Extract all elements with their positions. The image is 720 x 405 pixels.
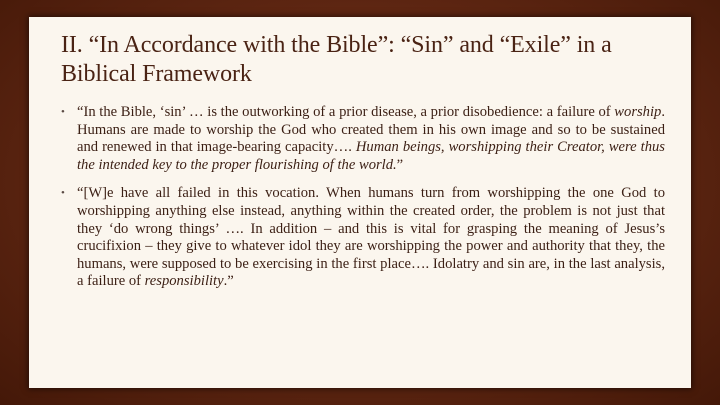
- slide-content: [29, 17, 691, 388]
- bullet-text-segment: “In the Bible, ‘sin’ … is the outworking of a prior disease, a prior disobedience: a failure of: [77, 104, 615, 120]
- bullet-list: [61, 104, 665, 291]
- bullet-marker: •: [61, 106, 65, 118]
- bullet-text-emphasis: responsibility: [144, 273, 224, 290]
- bullet-item: [61, 104, 665, 174]
- bullet-text-emphasis: worship: [614, 104, 662, 120]
- bullet-text-segment: .”: [223, 273, 234, 290]
- bullet-text-segment: . Humans are made to worship the God who created them in his own image and so to be sustained and renewed in that image-bearing capacity….: [77, 104, 665, 156]
- bullet-text-segment: ”: [396, 156, 404, 173]
- bullet-item: [61, 185, 665, 291]
- bullet-text-segment: “[W]e have all failed in this vocation. When humans turn from worshipping the one God to worshipping anything else instead, anything within the created order, the problem is not just that they ‘do wrong things’ …. In addition – and this is vital for grasping the meaning of Jesus’s crucifixion – they give to whatever idol they are worshipping the power and authority that they, the humans, were supposed to be exercising in the first place…. Idolatry and sin are, in the last analysis, a failure of: [77, 185, 665, 290]
- slide-title: II. “In Accordance with the Bible”: “Sin” and “Exile” in a Biblical Framework: [61, 32, 612, 87]
- bullet-text-emphasis: Human beings, worshipping their Creator, were thus the intended key to the proper flourishing of the world.: [77, 139, 665, 173]
- bullet-marker: •: [61, 187, 65, 200]
